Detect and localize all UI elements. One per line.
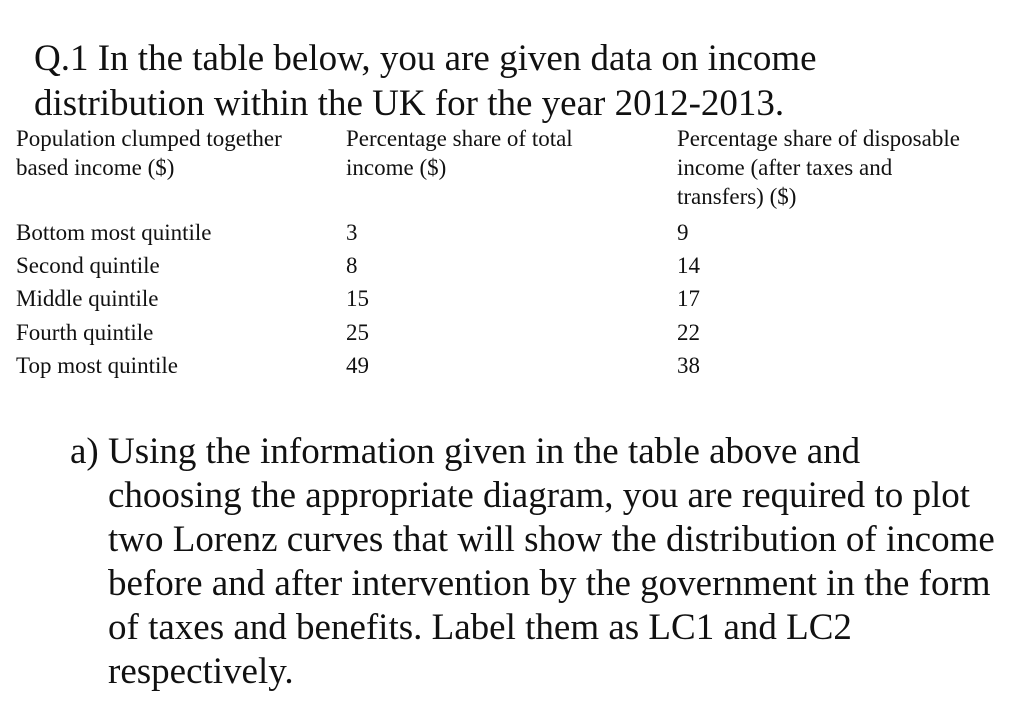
cell-total-income: 49: [346, 353, 369, 378]
header-total-income-line: income ($): [346, 155, 447, 180]
table-row: [16, 351, 1006, 384]
part-a-label: a): [70, 431, 99, 472]
part-a-line: before and after intervention by the government in the form: [108, 563, 991, 604]
cell-disposable-income: 14: [677, 253, 700, 278]
cell-group: Bottom most quintile: [16, 220, 212, 245]
table-row: [16, 284, 1006, 317]
cell-group: Middle quintile: [16, 286, 159, 311]
table-row: [16, 251, 1006, 284]
cell-group: Fourth quintile: [16, 320, 154, 345]
part-a-line: respectively.: [108, 651, 294, 692]
header-disposable-income: [677, 124, 1007, 211]
part-a-line: of taxes and benefits. Label them as LC1 and LC2: [108, 607, 852, 648]
table-row: [16, 318, 1006, 351]
question-line-2: distribution within the UK for the year 2012-2013.: [34, 83, 785, 124]
header-total-income: [346, 124, 646, 182]
header-total-income-line: Percentage share of total: [346, 126, 573, 151]
question-heading: [34, 36, 994, 126]
table-row: [16, 218, 1006, 251]
cell-disposable-income: 22: [677, 320, 700, 345]
part-a-line: Using the information given in the table above and: [108, 431, 861, 472]
cell-group: Second quintile: [16, 253, 160, 278]
cell-total-income: 15: [346, 286, 369, 311]
header-population-line: based income ($): [16, 155, 175, 180]
question-line-1: Q.1 In the table below, you are given data on income: [34, 38, 817, 79]
header-disposable-income-line: income (after taxes and: [677, 155, 893, 180]
header-disposable-income-line: transfers) ($): [677, 184, 797, 209]
cell-total-income: 8: [346, 253, 358, 278]
cell-disposable-income: 9: [677, 220, 689, 245]
part-a-line: choosing the appropriate diagram, you are required to plot: [108, 475, 971, 516]
cell-disposable-income: 38: [677, 353, 700, 378]
cell-disposable-income: 17: [677, 286, 700, 311]
cell-total-income: 3: [346, 220, 358, 245]
part-a-body: [108, 430, 1018, 694]
header-population: [16, 124, 326, 182]
cell-total-income: 25: [346, 320, 369, 345]
cell-group: Top most quintile: [16, 353, 178, 378]
header-disposable-income-line: Percentage share of disposable: [677, 126, 960, 151]
part-a-line: two Lorenz curves that will show the distribution of income: [108, 519, 995, 560]
header-population-line: Population clumped together: [16, 126, 282, 151]
